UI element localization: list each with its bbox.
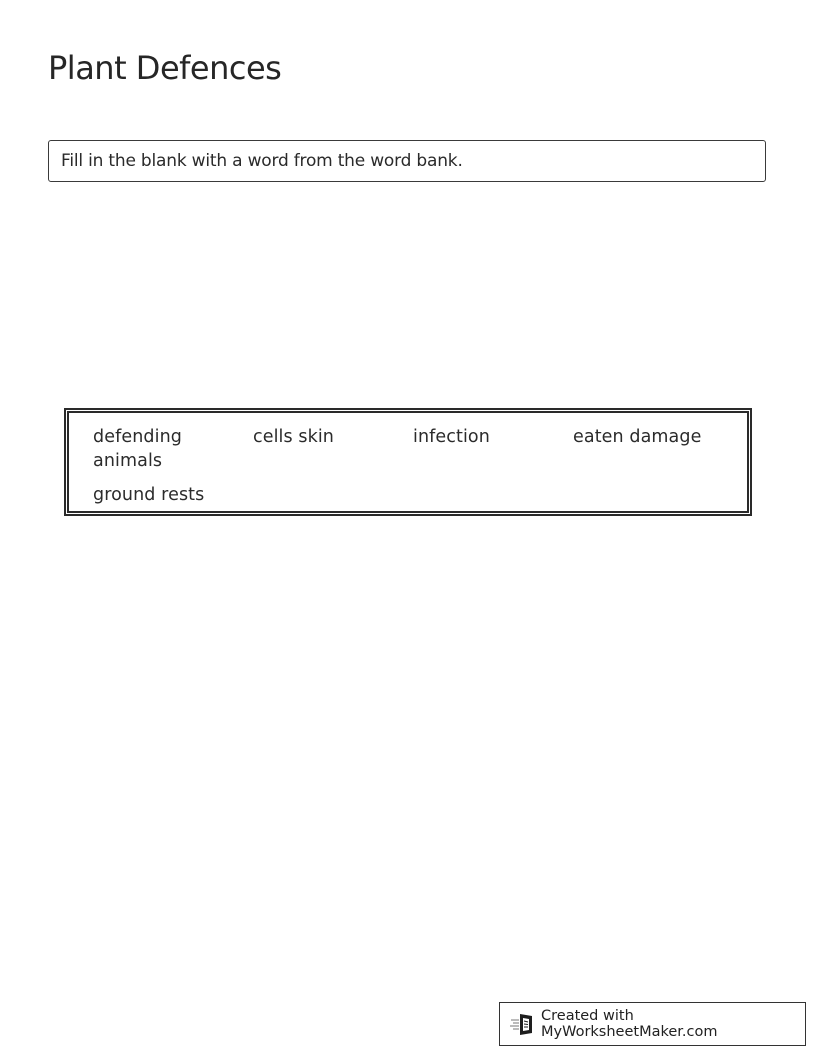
instructions-text: Fill in the blank with a word from the word bank. xyxy=(61,151,463,171)
instructions-box xyxy=(48,140,766,182)
word-bank-item: cells skin xyxy=(253,427,334,447)
footer-label: Created with MyWorksheetMaker.com xyxy=(541,1008,718,1040)
word-bank-item: ground rests xyxy=(93,485,205,505)
word-bank-item: defending animals xyxy=(93,427,182,471)
word-bank-item: infection xyxy=(413,427,490,447)
word-bank-item: eaten damage xyxy=(573,427,702,447)
footer-badge[interactable] xyxy=(499,1002,806,1046)
word-bank-grid xyxy=(93,425,723,507)
worksheet-maker-logo-icon xyxy=(510,1012,536,1036)
word-bank xyxy=(64,408,752,516)
page-title: Plant Defences xyxy=(48,49,282,87)
